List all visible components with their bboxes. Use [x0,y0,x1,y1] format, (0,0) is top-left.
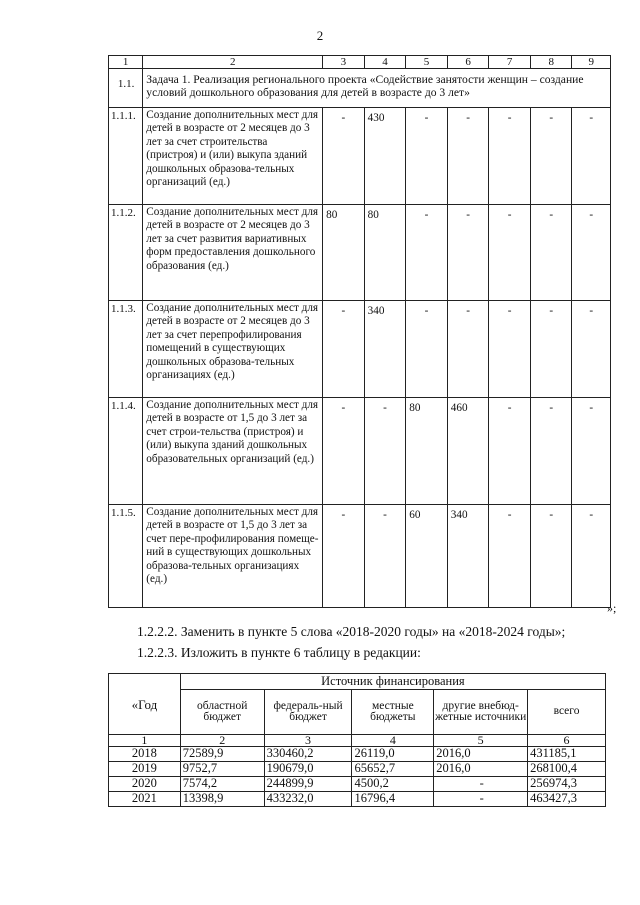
task-text: Задача 1. Реализация регионального проекта «Содействие занятости женщин – создание условий дошкольного образования для детей в возрасте до 3 лет» [143,69,611,108]
col-header: федераль-ный бюджет [264,690,352,735]
cell-value: 13398,9 [180,792,264,807]
col-number: 2 [143,56,323,69]
row-number: 1.1.3. [109,301,143,398]
table-row [109,108,611,205]
row-text: Создание дополнительных мест для детей в возрасте от 2 месяцев до 3 лет за счет развития вариативных форм предоставления дошкольного образования (ед.) [143,205,323,301]
col-number: 3 [323,56,365,69]
cell-value: 80 [406,398,448,505]
cell-value: 72589,9 [180,747,264,762]
year-cell: 2020 [109,777,181,792]
cell-value: - [489,398,531,505]
cell-value: - [572,301,611,398]
col-header: областной бюджет [180,690,264,735]
table-row [109,747,606,762]
row-text: Создание дополнительных мест для детей в возрасте от 2 месяцев до 3 лет за счет перепрофилирования помещений в существующих дошкольных образова-тельных организациях (ед.) [143,301,323,398]
cell-value: 16796,4 [352,792,434,807]
cell-value: - [489,108,531,205]
col-number: 1 [109,735,181,747]
task-number: 1.1. [109,69,143,108]
cell-value: 65652,7 [352,762,434,777]
subheader-row [109,690,606,735]
cell-value: - [406,108,448,205]
col-header: другие внебюд-жетные источники [434,690,528,735]
cell-value: - [572,505,611,608]
cell-value: 433232,0 [264,792,352,807]
cell-value: 244899,9 [264,777,352,792]
cell-value: 60 [406,505,448,608]
cell-value: 7574,2 [180,777,264,792]
cell-value: 256974,3 [528,777,606,792]
targets-table [108,55,611,608]
cell-value: 268100,4 [528,762,606,777]
cell-value: - [406,301,448,398]
paragraph-table-intro: 1.2.2.3. Изложить в пункте 6 таблицу в редакции: [137,645,421,660]
table-row [109,762,606,777]
cell-value: - [572,108,611,205]
cell-value: - [447,108,489,205]
cell-value: - [434,777,528,792]
col-number: 7 [489,56,531,69]
cell-value: 431185,1 [528,747,606,762]
col-number: 1 [109,56,143,69]
cell-value: 190679,0 [264,762,352,777]
row-text: Создание дополнительных мест для детей в возрасте от 1,5 до 3 лет за счет строи-тельства (пристроя) и (или) выкупа зданий дошкольных образовательных организаций (ед.) [143,398,323,505]
col-number: 5 [406,56,448,69]
row-number: 1.1.5. [109,505,143,608]
cell-value: 330460,2 [264,747,352,762]
col-number: 6 [528,735,606,747]
row-number: 1.1.4. [109,398,143,505]
table-row [109,301,611,398]
col-header: всего [528,690,606,735]
col-header: местные бюджеты [352,690,434,735]
col-number: 9 [572,56,611,69]
cell-value: - [530,505,572,608]
cell-value: - [323,301,365,398]
column-number-row [109,56,611,69]
year-cell: 2018 [109,747,181,762]
cell-value: - [447,301,489,398]
cell-value: - [364,505,406,608]
col-number: 4 [364,56,406,69]
cell-value: 80 [364,205,406,301]
financing-table [108,673,606,807]
task-row [109,69,611,108]
col-number: 5 [434,735,528,747]
cell-value: - [364,398,406,505]
source-header: Источник финансирования [180,674,605,690]
cell-value: - [530,301,572,398]
col-number: 2 [180,735,264,747]
cell-value: 340 [447,505,489,608]
table-row [109,205,611,301]
cell-value: 460 [447,398,489,505]
cell-value: - [489,205,531,301]
cell-value: - [447,205,489,301]
cell-value: 80 [323,205,365,301]
cell-value: - [530,205,572,301]
table-row [109,505,611,608]
cell-value: - [572,205,611,301]
cell-value: - [489,301,531,398]
cell-value: - [406,205,448,301]
financing-header-row [109,674,606,690]
cell-value: - [489,505,531,608]
column-number-row [109,735,606,747]
table-row [109,777,606,792]
cell-value: 340 [364,301,406,398]
table-row [109,792,606,807]
cell-value: 2016,0 [434,747,528,762]
closing-quote: »; [607,601,617,615]
row-number: 1.1.1. [109,108,143,205]
cell-value: - [323,108,365,205]
year-cell: 2019 [109,762,181,777]
cell-value: - [572,398,611,505]
cell-value: - [434,792,528,807]
row-number: 1.1.2. [109,205,143,301]
col-number: 3 [264,735,352,747]
cell-value: - [530,108,572,205]
cell-value: 430 [364,108,406,205]
cell-value: - [323,398,365,505]
col-number: 4 [352,735,434,747]
cell-value: 9752,7 [180,762,264,777]
paragraph-replace-years: 1.2.2.2. Заменить в пункте 5 слова «2018-2020 годы» на «2018-2024 годы»; [137,624,566,639]
cell-value: 463427,3 [528,792,606,807]
cell-value: 26119,0 [352,747,434,762]
year-cell: 2021 [109,792,181,807]
col-number: 6 [447,56,489,69]
cell-value: - [323,505,365,608]
cell-value: 4500,2 [352,777,434,792]
cell-value: 2016,0 [434,762,528,777]
table-row [109,398,611,505]
col-number: 8 [530,56,572,69]
cell-value: - [530,398,572,505]
row-text: Создание дополнительных мест для детей в возрасте от 2 месяцев до 3 лет за счет строительства (пристроя) и (или) выкупа зданий дошкольных образова-тельных организаций (ед.) [143,108,323,205]
year-header: «Год [109,674,181,735]
page-number: 2 [316,28,324,43]
row-text: Создание дополнительных мест для детей в возрасте от 1,5 до 3 лет за счет пере-профилирования помеще-ний в существующих дошкольных образова-тельных организациях (ед.) [143,505,323,608]
